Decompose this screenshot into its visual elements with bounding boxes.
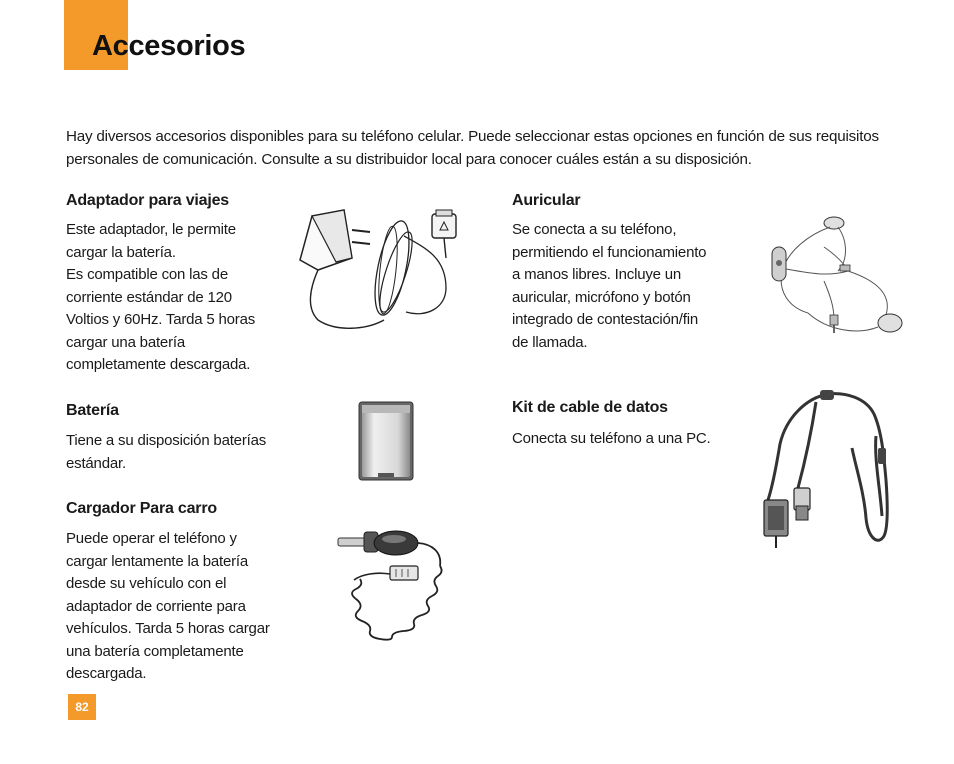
data-cable-text: Conecta su teléfono a una PC. — [512, 430, 711, 447]
page-title: Accesorios — [92, 30, 246, 62]
battery-icon — [358, 401, 414, 481]
travel-adapter-title: Adaptador para viajes — [66, 192, 229, 209]
travel-adapter-text: Este adaptador, le permite cargar la batería. Es compatible con las de corriente estándar de 120 Voltios y 60Hz. Tarda 5 horas cargar una batería completamente descargada. — [66, 221, 256, 373]
car-charger-icon — [332, 526, 462, 644]
data-cable-icon — [756, 388, 896, 550]
car-charger-text: Puede operar el teléfono y cargar lentamente la batería desde su vehículo con el adaptador de corriente para vehículos. Tarda 5 horas cargar una batería completamente descargada. — [66, 530, 270, 682]
headset-title: Auricular — [512, 192, 581, 209]
intro-paragraph: Hay diversos accesorios disponibles para su teléfono celular. Puede seleccionar estas opciones en función de sus requisitos personales de comunicación. Consulte a su distribuidor local para conocer cuáles están a su disposición. — [66, 128, 879, 168]
page-number: 82 — [68, 694, 96, 720]
car-charger-title: Cargador Para carro — [66, 500, 217, 517]
travel-adapter-icon — [296, 208, 464, 338]
headset-text: Se conecta a su teléfono, permitiendo el funcionamiento a manos libres. Incluye un auricular, micrófono y botón integrado de contestación/fin de llamada. — [512, 221, 707, 351]
battery-title: Batería — [66, 402, 119, 419]
battery-text: Tiene a su disposición baterías estándar. — [66, 432, 267, 472]
data-cable-title: Kit de cable de datos — [512, 399, 668, 416]
headset-icon — [768, 211, 908, 347]
